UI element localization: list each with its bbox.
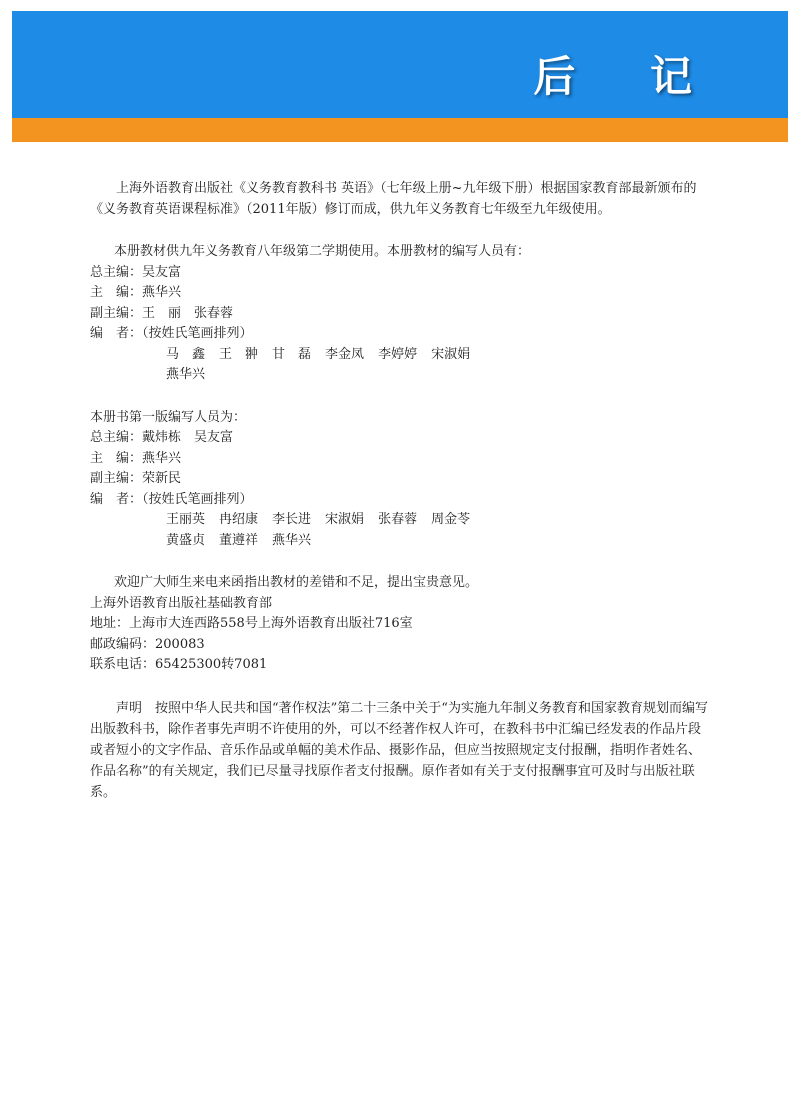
writer-name: 李婷婷 <box>378 346 418 362</box>
first-chief-editor: 总主编：戴炜栋 吴友富 <box>90 430 234 445</box>
current-chief-editor: 总主编：吴友富 <box>90 264 182 280</box>
current-writers-row <box>90 365 710 386</box>
writer-name: 周金苓 <box>431 512 471 527</box>
phone-number: 联系电话：65425300转7081 <box>90 657 268 672</box>
current-deputy-editor: 副主编：王 丽 张春蓉 <box>90 305 234 321</box>
writer-name: 董遵祥 <box>219 532 259 548</box>
first-writers-label: 编 者：（按姓氏笔画排列） <box>90 491 253 507</box>
writer-name: 宋淑娟 <box>325 512 365 527</box>
first-editor: 主 编：燕华兴 <box>90 450 182 466</box>
writer-name: 甘 磊 <box>272 346 312 362</box>
first-writers-row <box>90 531 710 552</box>
writer-name: 燕华兴 <box>166 367 206 382</box>
first-deputy-editor: 副主编：荣新民 <box>90 471 182 486</box>
current-edition-intro: 本册教材供九年义务教育八年级第二学期使用。本册教材的编写人员有： <box>114 244 531 259</box>
header-orange-band <box>12 118 788 142</box>
mailing-address: 地址：上海市大连西路558号上海外语教育出版社716室 <box>90 616 413 631</box>
department-name: 上海外语教育出版社基础教育部 <box>90 595 273 611</box>
first-writers-row <box>90 510 710 531</box>
writer-name: 张春蓉 <box>378 512 418 527</box>
feedback-invitation: 欢迎广大师生来电来函指出教材的差错和不足，提出宝贵意见。 <box>114 575 479 590</box>
writer-name: 冉绍康 <box>219 512 259 527</box>
writer-name: 燕华兴 <box>272 532 312 548</box>
afterword-body <box>90 178 710 803</box>
writer-name: 马 鑫 <box>166 346 206 362</box>
current-edition-credits <box>90 242 710 386</box>
intro-paragraph: 上海外语教育出版社《义务教育教科书 英语》（七年级上册~九年级下册）根据国家教育部最新颁布的《义务教育英语课程标准》（2011年版）修订而成，供九年义务教育七年级至九年级使用。 <box>90 181 697 217</box>
current-writers-row <box>90 345 710 366</box>
writer-name: 王丽英 <box>166 512 206 527</box>
first-edition-intro: 本册书第一版编写人员为： <box>90 409 247 425</box>
current-editor: 主 编：燕华兴 <box>90 285 182 300</box>
first-edition-credits <box>90 408 710 552</box>
writer-name: 宋淑娟 <box>431 346 471 362</box>
page-title: 后 记 <box>533 52 722 101</box>
current-writers-label: 编 者：（按姓氏笔画排列） <box>90 326 253 341</box>
writer-name: 李长进 <box>272 512 312 527</box>
copyright-statement: 声明 按照中华人民共和国“著作权法”第二十三条中关于“为实施九年制义务教育和国家教育规划而编写出版教科书，除作者事先声明不许使用的外，可以不经著作权人许可，在教科书中汇编已经发表的作品片段或者短小的文字作品、音乐作品或单幅的美术作品、摄影作品，但应当按照规定支付报酬，指明作者姓名、作品名称”的有关规定，我们已尽量寻找原作者支付报酬。原作者如有关于支付报酬事宜可及时与出版社联系。 <box>90 700 708 800</box>
postal-code: 邮政编码：200083 <box>90 636 205 652</box>
writer-name: 黄盛贞 <box>166 532 206 548</box>
writer-name: 王 翀 <box>219 346 259 362</box>
writer-name: 李金凤 <box>325 346 365 362</box>
contact-info <box>90 573 710 676</box>
